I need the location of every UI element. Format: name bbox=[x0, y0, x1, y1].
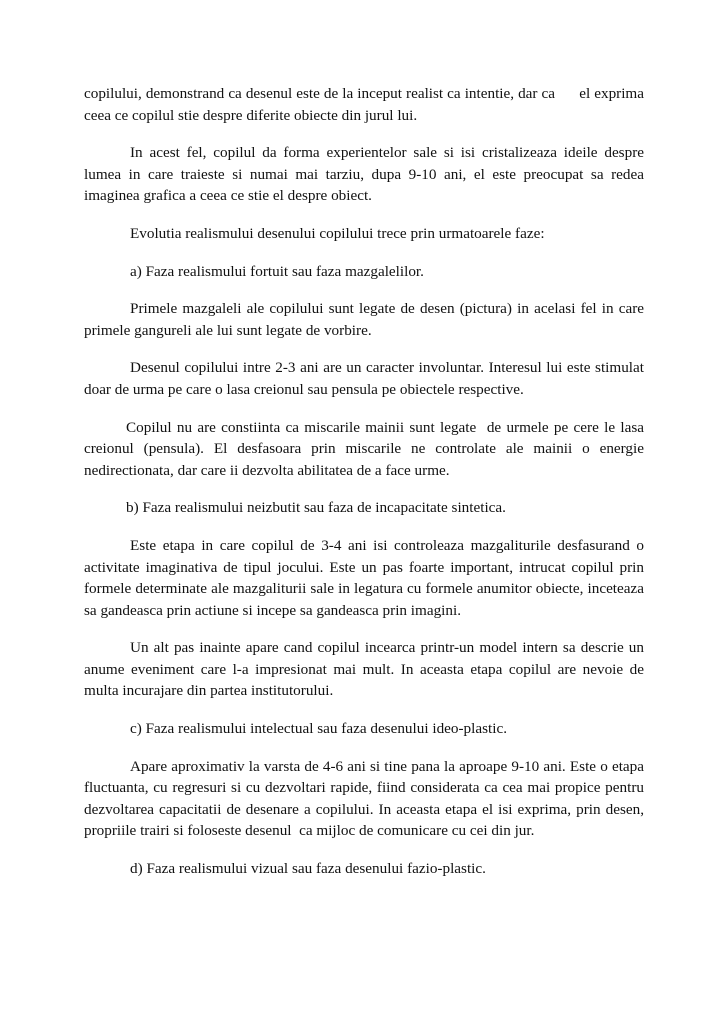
section-heading-c: c) Faza realismului intelectual sau faza desenului ideo-plastic. bbox=[130, 720, 508, 738]
section-heading-a: a) Faza realismului fortuit sau faza mazgalelilor. bbox=[130, 262, 424, 280]
section-heading-b: b) Faza realismului neizbutit sau faza de incapacitate sintetica. bbox=[126, 499, 506, 517]
paragraph-10: Un alt pas inainte apare cand copilul incearca printr-un model intern sa descrie un anume eveniment care l-a impresionat mai mult. In aceasta etapa copilul are nevoie de multa incurajare din partea institutorului. bbox=[84, 639, 644, 700]
paragraph-6: Desenul copilului intre 2-3 ani are un caracter involuntar. Interesul lui este stimulat doar de urma pe care o lasa creionul sau pensula pe obiectele respective. bbox=[84, 359, 644, 398]
paragraph-9: Este etapa in care copilul de 3-4 ani isi controleaza mazgaliturile desfasurand o activitate imaginativa de tipul jocului. Este un pas foarte important, intrucat copilul prin formele determinate ale mazgaliturii sale in legatura cu formele anumitor obiecte, inceteaza sa gandeasca prin actiune si incepe sa gandeasca prin imagini. bbox=[84, 536, 644, 619]
paragraph-7: Copilul nu are constiinta ca miscarile mainii sunt legate de urmele pe cere le lasa creionul (pensula). El desfasoara prin miscarile ne controlate ale mainii o energie nedirectionata, dar care ii dezvolta abilitatea de a face urme. bbox=[84, 418, 648, 479]
document-page bbox=[84, 83, 648, 896]
paragraph-3: Evolutia realismului desenului copilului trece prin urmatoarele faze: bbox=[130, 224, 545, 242]
paragraph-12: Apare aproximativ la varsta de 4-6 ani si tine pana la aproape 9-10 ani. Este o etapa fluctuanta, cu regresuri si cu dezvoltari rapide, fiind considerata ca cea mai propice pentru dezvoltarea capacitatii de desenare a copilului. In aceasta etapa el isi exprima, prin desen, propriile trairi si foloseste desenul ca mijloc de comunicare cu cei din jur. bbox=[84, 757, 648, 840]
section-heading-d: d) Faza realismului vizual sau faza desenului fazio-plastic. bbox=[130, 860, 486, 878]
paragraph-2: In acest fel, copilul da forma experientelor sale si isi cristalizeaza ideile despre lumea in care traieste si numai mai tarziu, dupa 9-10 ani, el este preocupat sa redea imaginea grafica a ceea ce stie el despre obiect. bbox=[84, 144, 644, 205]
paragraph-1: copilului, demonstrand ca desenul este de la inceput realist ca intentie, dar ca el exprima ceea ce copilul stie despre diferite obiecte din jurul lui. bbox=[84, 85, 648, 124]
paragraph-5: Primele mazgaleli ale copilului sunt legate de desen (pictura) in acelasi fel in care primele gangureli ale lui sunt legate de vorbire. bbox=[84, 300, 644, 339]
